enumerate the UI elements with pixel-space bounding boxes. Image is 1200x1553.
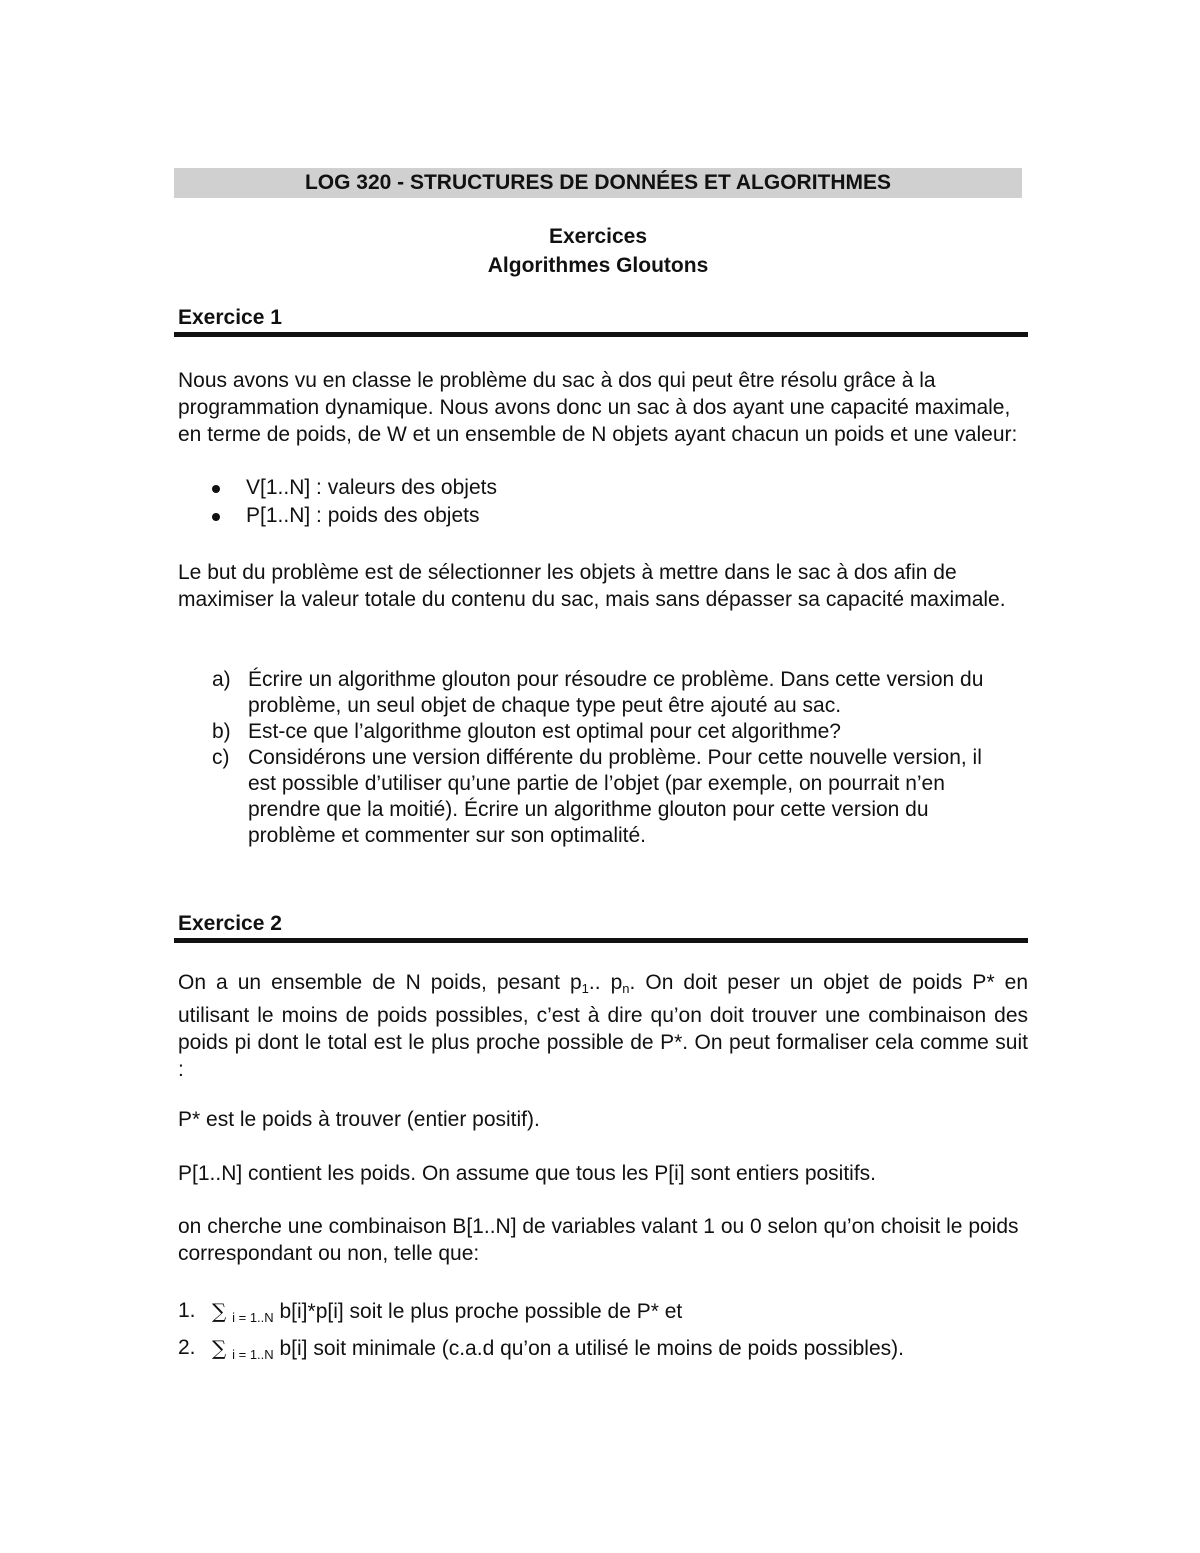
condition-marker: 2.	[178, 1336, 196, 1359]
intro-text-start: On a un ensemble de N poids, pesant p	[178, 971, 582, 994]
sum-range: i = 1..N	[232, 1310, 274, 1325]
document-title-line2: Algorithmes Gloutons	[487, 254, 709, 277]
list-item	[210, 474, 1010, 502]
question-text: Écrire un algorithme glouton pour résoudre ce problème. Dans cette version du problème, un seul objet de chaque type peut être ajouté au sac.	[248, 668, 984, 717]
question-text: Considérons une version différente du problème. Pour cette nouvelle version, il est possible d’utiliser qu’une partie de l’objet (par exemple, on pourrait n’en prendre que la moitié). Écrire un algorithme glouton pour cette version du problème et commenter sur son optimalité.	[248, 746, 982, 847]
sum-range: i = 1..N	[232, 1347, 274, 1362]
exercise2-search-line: on cherche une combinaison B[1..N] de variables valant 1 ou 0 selon qu’on choisit le poids correspondant ou non, telle que:	[178, 1215, 1019, 1265]
exercise1-goal: Le but du problème est de sélectionner les objets à mettre dans le sac à dos afin de maximiser la valeur totale du contenu du sac, mais sans dépasser sa capacité maximale.	[178, 561, 1006, 611]
exercise2-target-line: P* est le poids à trouver (entier positif).	[178, 1108, 540, 1131]
bullet-icon	[212, 513, 220, 521]
exercise2-heading: Exercice 2	[178, 912, 282, 935]
list-item-text: P[1..N] : poids des objets	[246, 504, 480, 527]
question-marker: b)	[212, 720, 231, 743]
exercise2-divider	[174, 938, 1028, 943]
exercise1-intro: Nous avons vu en classe le problème du sac à dos qui peut être résolu grâce à la programmation dynamique. Nous avons donc un sac à dos ayant une capacité maximale, en terme de poids, de W et un ensemble de N objets ayant chacun un poids et une valeur:	[178, 369, 1018, 446]
exercise1-questions	[210, 667, 990, 849]
exercise1-divider	[174, 332, 1028, 337]
intro-text-mid: .. p	[588, 971, 623, 994]
question-item	[210, 745, 990, 849]
question-marker: a)	[212, 668, 231, 691]
condition-text: b[i] soit minimale (c.a.d qu’on a utilisé le moins de poids possibles).	[273, 1337, 904, 1360]
list-item	[210, 502, 1010, 530]
question-item	[210, 719, 990, 745]
course-title-banner: LOG 320 - STRUCTURES DE DONNÉES ET ALGORITHMES	[174, 168, 1022, 198]
question-marker: c)	[212, 746, 230, 769]
document-title-line1: Exercices	[548, 225, 648, 248]
bullet-icon	[212, 485, 220, 493]
sigma-icon: ∑	[212, 1336, 227, 1360]
condition-text: b[i]*p[i] soit le plus proche possible de P* et	[273, 1300, 683, 1323]
intro-text-end: . On doit peser un objet de poids P* en utilisant le moins de poids possibles, c’est à dire qu’on doit trouver une combinaison des poids pi dont le total est le plus proche possible de P*. On peut formaliser cela comme suit :	[178, 971, 1029, 1081]
subscript-n: n	[622, 981, 630, 996]
subscript-1: 1	[581, 981, 589, 996]
condition-item	[178, 1296, 1028, 1333]
sigma-icon: ∑	[212, 1299, 227, 1323]
condition-marker: 1.	[178, 1299, 196, 1322]
exercise2-conditions	[178, 1296, 1028, 1370]
exercise2-weights-line: P[1..N] contient les poids. On assume que tous les P[i] sont entiers positifs.	[178, 1162, 877, 1185]
exercise2-intro	[178, 969, 1028, 1083]
exercise1-heading: Exercice 1	[178, 306, 282, 329]
exercise1-bullet-list	[210, 474, 1010, 530]
question-text: Est-ce que l’algorithme glouton est optimal pour cet algorithme?	[248, 720, 841, 743]
list-item-text: V[1..N] : valeurs des objets	[246, 476, 497, 499]
question-item	[210, 667, 990, 719]
condition-item	[178, 1333, 1028, 1370]
